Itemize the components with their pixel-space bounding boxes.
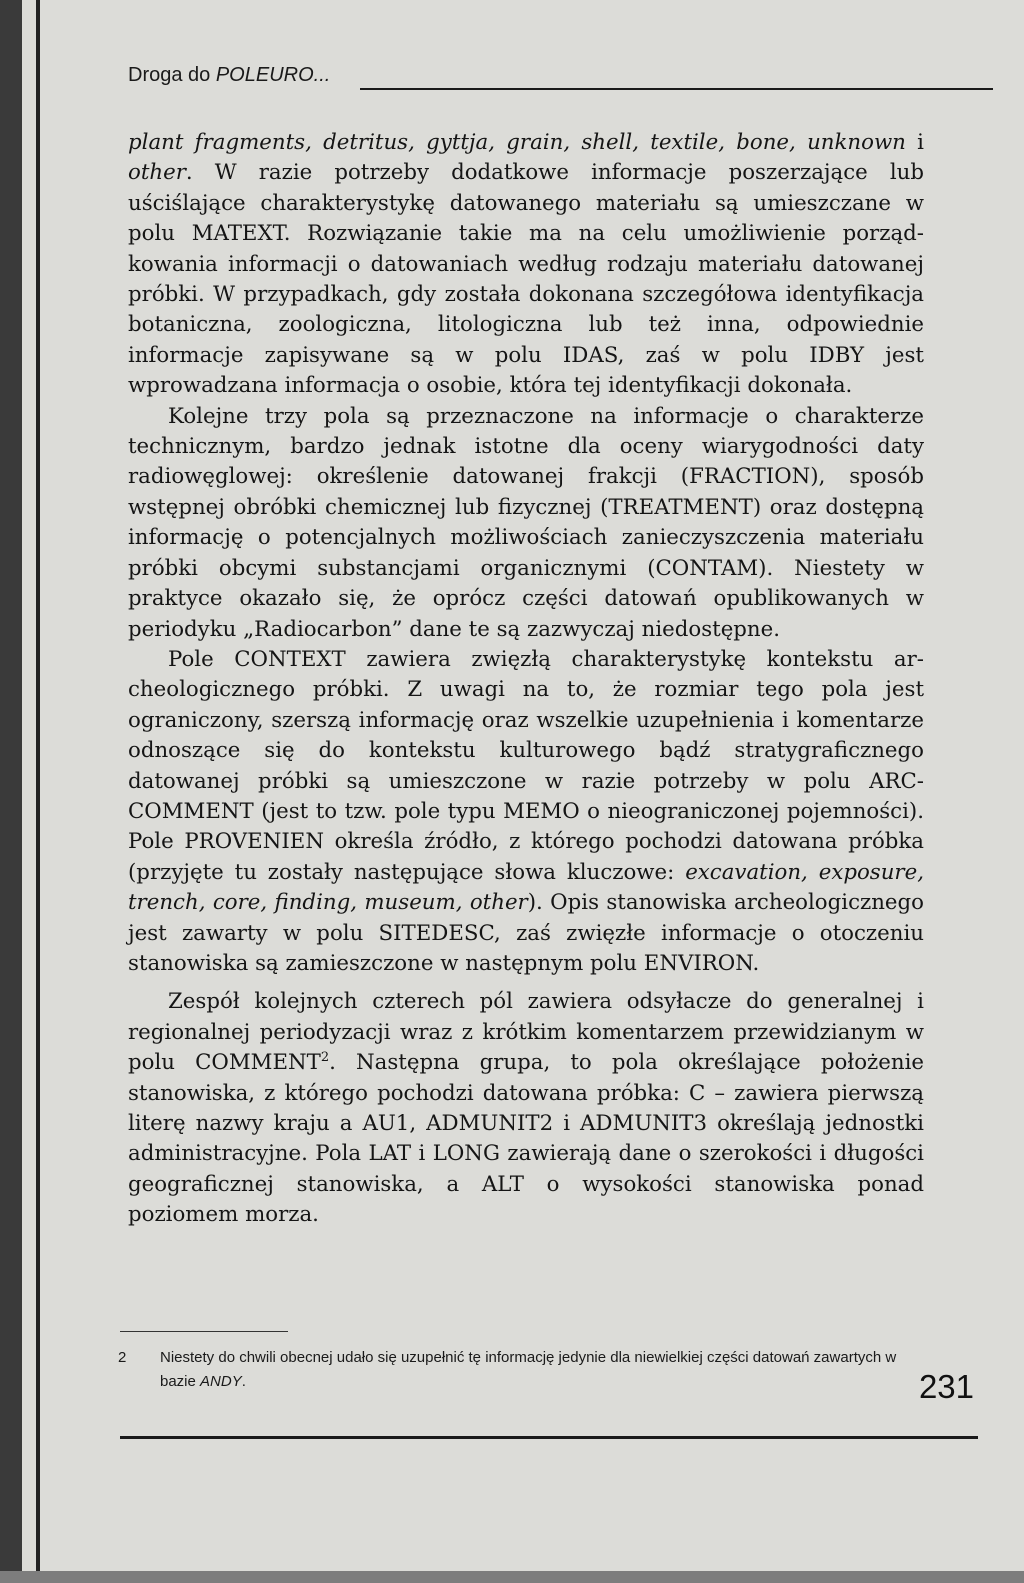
text-segment: ). Opis stanowiska archeologicznego jest zawarty w polu SITEDESC, zaś zwięzłe informacje o otoczeniu stanowiska są zamieszczone w następnym polu ENVIRON.: [128, 890, 924, 976]
footnote-number: 2: [118, 1349, 127, 1366]
bottom-rule: [120, 1436, 978, 1439]
running-header-title: [128, 64, 330, 87]
header-title-prefix: Droga do: [128, 64, 216, 86]
footnote-text: [160, 1346, 920, 1394]
text-segment: Kolejne trzy pola są przeznaczone na informacje o charakterze technicznym, bardzo jednak istotne dla oceny wiarygodności daty radiowęglowej: określenie datowanej frakcji (FRACTION), sposób wstępnej obróbki chemicznej lub fizycznej (TREATMENT) oraz dostępną informację o potencjalnych możliwościach zanieczyszczenia materiału próbki obcymi substancjami organicznymi (CONTAM). Niestety w praktyce okazało się, że oprócz części datowań opublikowanych w periodyku „Radiocarbon” dane te są zazwyczaj niedostępne.: [128, 403, 924, 642]
header-title-italic: POLEURO...: [215, 64, 331, 86]
footnote-rule: [120, 1331, 288, 1332]
footnote-text-after: .: [241, 1373, 246, 1390]
footnote-text-italic: ANDY: [200, 1373, 242, 1390]
footnote-reference: 2: [320, 1050, 330, 1066]
text-segment: i: [905, 130, 924, 155]
body-text: [128, 128, 924, 1231]
paragraph-4: [128, 987, 924, 1230]
paragraph-3: [128, 645, 924, 979]
text-segment: Pole CONTEXT zawiera zwięzłą charakterystykę kontekstu archeologicznego próbki. Z uwagi na to, że rozmiar tego pola jest ograniczony, szerszą informację oraz wszelkie uzupełnienia i komentarze odnoszące się do kontekstu kulturowego bądź stratygraficznego datowanej próbki są umieszczone w razie potrzeby w polu ARCCOMMENT (jest to tzw. pole typu MEMO o nieograniczonej pojemności). Pole PROVENIEN określa źródło, z którego pochodzi datowana próbka (przyjęte tu zostały następujące słowa kluczowe:: [128, 646, 924, 885]
text-segment: plant fragments, detritus, gyttja, grain, shell, textile, bone, unknown: [128, 130, 906, 155]
text-segment: Zespół kolejnych czterech pól zawiera odsyłacze do generalnej i regionalnej periodyzacji wraz z krótkim komentarzem przewidzianym w polu COMMENT: [128, 989, 924, 1076]
paragraph-2: [128, 402, 924, 645]
text-segment: . W razie potrzeby dodatkowe informacje poszerzające lub uściślające charakterystykę datowanego materiału są umieszczane w polu MATEXT. Rozwiązanie takie ma na celu umożliwienie porządkowania informacji o datowaniach według rodzaju materiału datowanej próbki. W przypadkach, gdy została dokonana szczegółowa identyfikacja botaniczna, zoologiczna, litologiczna lub też inna, odpowiednie informacje zapisywane są w polu IDAS, zaś w polu IDBY jest wprowadzana informacja o osobie, która tej identyfikacji dokonała.: [128, 160, 924, 399]
text-segment: . Następna grupa, to pola określające położenie stanowiska, z którego pochodzi datowana próbka: C – zawiera pierwszą literę nazwy kraju a AU1, ADMUNIT2 i ADMUNIT3 określają jednostki administracyjne. Pola LAT i LONG zawierają dane o szerokości i długości geograficznej stanowiska, a ALT o wysokości stanowiska ponad poziomem morza.: [128, 1050, 924, 1228]
page-number: 231: [918, 1368, 974, 1405]
footnote-text-before: Niestety do chwili obecnej udało się uzupełnić tę informację jedynie dla niewielkiej części datowań zawartych w bazie: [160, 1349, 897, 1390]
text-segment: other: [128, 160, 186, 186]
header-rule: [360, 88, 993, 90]
binding-line: [36, 0, 40, 1583]
scan-dark-edge: [0, 0, 22, 1583]
running-header: [128, 60, 993, 100]
paragraph-1: [128, 128, 924, 402]
text-segment: excavation, exposure, trench, core, finding, museum, other: [128, 859, 924, 916]
scan-bottom-edge: [0, 1571, 1024, 1583]
